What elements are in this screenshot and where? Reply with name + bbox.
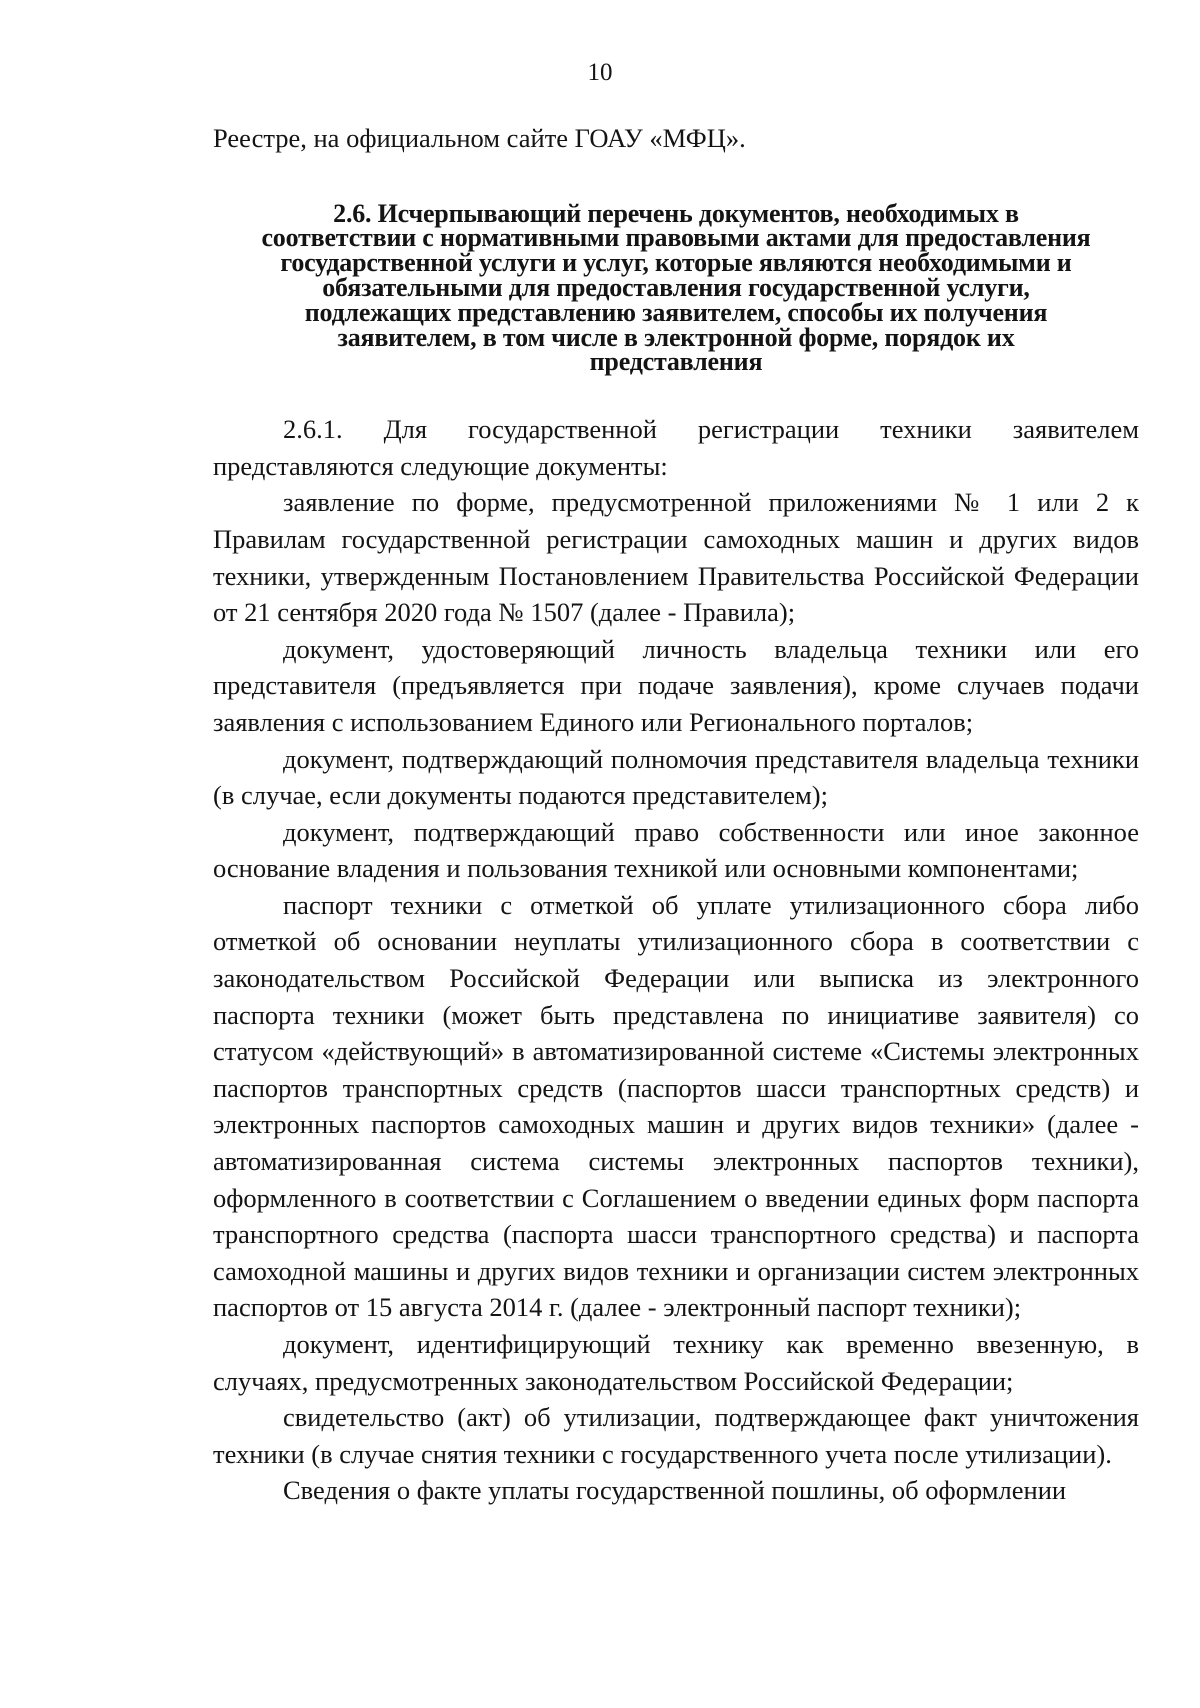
paragraph-ownership-document: документ, подтверждающий право собственности или иное законное основание владения и пользования техникой или основными компонентами; xyxy=(213,816,1139,884)
paragraph-temporary-import: документ, идентифицирующий технику как временно ввезенную, в случаях, предусмотренных законодательством Российской Федерации; xyxy=(213,1329,1139,1396)
document-body xyxy=(213,120,1139,1509)
heading-line: заявителем, в том числе в электронной форме, порядок их xyxy=(337,322,1015,352)
section-body xyxy=(213,411,1139,1509)
paragraph-disposal-certificate: свидетельство (акт) об утилизации, подтверждающее факт уничтожения техники (в случае снятия техники с государственного учета после утилизации). xyxy=(213,1402,1139,1469)
heading-line: соответствии с нормативными правовыми актами для предоставления xyxy=(261,223,1091,253)
paragraph-application-form: заявление по форме, предусмотренной приложениями № 1 или 2 к Правилам государственной регистрации самоходных машин и других видов техники, утвержденным Постановлением Правительства Российской Федерации от 21 сентября 2020 года № 1507 (далее - Правила); xyxy=(213,487,1139,628)
heading-line: представления xyxy=(589,347,763,377)
intro-text: Реестре, на официальном сайте ГОАУ «МФЦ». xyxy=(213,123,746,153)
paragraph-identity-document: документ, удостоверяющий личность владельца техники или его представителя (предъявляется при подаче заявления), кроме случаев подачи заявления с использованием Единого или Регионального порталов; xyxy=(213,633,1139,737)
heading-line: подлежащих представлению заявителем, способы их получения xyxy=(304,297,1048,327)
page-number: 10 xyxy=(587,59,613,86)
section-heading xyxy=(213,198,1139,377)
paragraph-2-6-1: 2.6.1. Для государственной регистрации техники заявителем представляются следующие документы: xyxy=(213,414,1139,481)
heading-line: 2.6. Исчерпывающий перечень документов, необходимых в xyxy=(333,198,1019,228)
paragraph-vehicle-passport: паспорт техники с отметкой об уплате утилизационного сбора либо отметкой об основании неуплаты утилизационного сбора в соответствии с законодательством Российской Федерации или выписка из электронного паспорта техники (может быть представлена по инициативе заявителя) со статусом «действующий» в автоматизированной системе «Системы электронных паспортов транспортных средств (паспортов шасси транспортных средств) и электронных паспортов самоходных машин и других видов техники» (далее - автоматизированная система системы электронных паспортов техники), оформленного в соответствии с Соглашением о введении единых форм паспорта транспортного средства (паспорта шасси транспортного средства) и паспорта самоходной машины и других видов техники и организации систем электронных паспортов от 15 августа 2014 г. (далее - электронный паспорт техники); xyxy=(213,889,1139,1323)
paragraph-representative-authority: документ, подтверждающий полномочия представителя владельца техники (в случае, если документы подаются представителем); xyxy=(213,743,1139,811)
heading-line: государственной услуги и услуг, которые являются необходимыми и xyxy=(280,248,1072,278)
heading-line: обязательными для предоставления государственной услуги, xyxy=(322,272,1030,302)
paragraph-state-fee: Сведения о факте уплаты государственной пошлины, об оформлении xyxy=(283,1475,1067,1506)
